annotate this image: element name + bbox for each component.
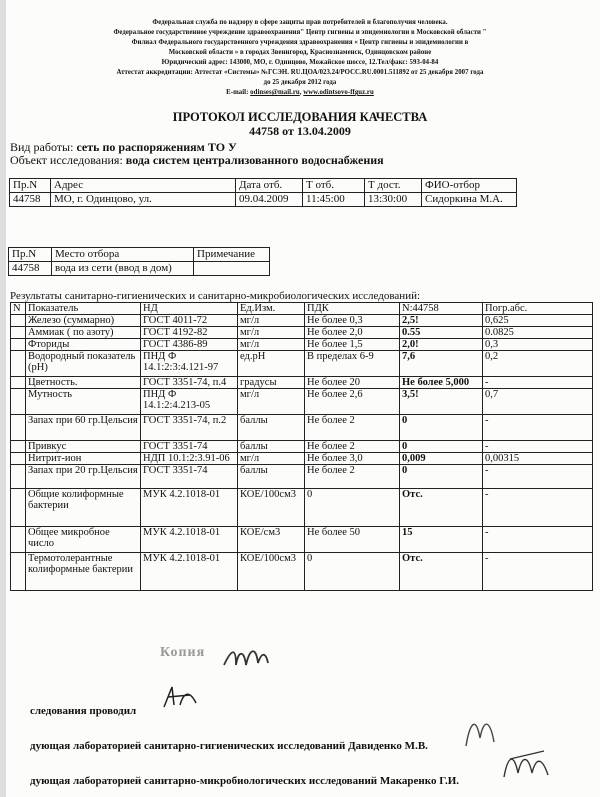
header-line-2: Федеральное государственное учреждение здравоохранения" Центр гигиены и эпидемиологии в Московской области " xyxy=(113,29,487,36)
header-line-7: до 25 декабря 2012 года xyxy=(263,79,337,86)
cell-indicator: Мутность xyxy=(26,389,141,415)
cell-unit: баллы xyxy=(238,415,305,441)
cell-nd: ГОСТ 3351-74 xyxy=(141,441,238,453)
cell-indicator: Железо (суммарно) xyxy=(26,315,141,327)
table-row-ammonia xyxy=(11,327,593,339)
cell-n xyxy=(11,351,26,377)
cell-nd: МУК 4.2.1018-01 xyxy=(141,527,238,553)
col-prn: Пр.N xyxy=(10,179,51,193)
cell-n xyxy=(11,453,26,465)
col-unit: Ед.Изм. xyxy=(238,303,305,315)
cell-result: 0 xyxy=(400,465,483,489)
cell-result: Не более 5,000 xyxy=(400,377,483,389)
header-contacts: E-mail: odinses@mail.ru, www.odintsovo-ffguz.ru xyxy=(226,89,374,96)
email-label: E-mail: xyxy=(226,89,249,96)
cell-result: 2,5! xyxy=(400,315,483,327)
results-body xyxy=(11,315,593,591)
cell-unit: ед.pH xyxy=(238,351,305,377)
table-row-fluorides xyxy=(11,339,593,351)
cell-nd: НДП 10.1:2:3.91-06 xyxy=(141,453,238,465)
sample-table xyxy=(9,178,517,207)
col-indicator: Показатель xyxy=(26,303,141,315)
researcher-signature xyxy=(160,683,200,711)
col-time-delivery: Т дост. xyxy=(365,179,422,193)
email-link[interactable]: odinses@mail.ru xyxy=(250,89,300,96)
work-type-label: Вид работы: xyxy=(10,140,74,154)
cell-unit: КОЕ/100см3 xyxy=(238,489,305,527)
signature-line-researcher: следования проводил xyxy=(30,705,137,717)
col-time-sample: Т отб. xyxy=(303,179,365,193)
cell-result: 0,009 xyxy=(400,453,483,465)
table-row-odor-20 xyxy=(11,465,593,489)
protocol-number: 44758 от 13.04.2009 xyxy=(249,124,351,138)
cell-indicator: Запах при 60 гр.Цельсия xyxy=(26,415,141,441)
cell-n xyxy=(11,553,26,591)
cell-indicator: Общее микробное число xyxy=(26,527,141,553)
cell-note xyxy=(194,262,270,276)
table-row-turbidity xyxy=(11,389,593,415)
col-mac: ПДК xyxy=(305,303,400,315)
object-line xyxy=(10,153,384,168)
table-row-coliform xyxy=(11,489,593,527)
cell-nd: ГОСТ 4192-82 xyxy=(141,327,238,339)
cell-nd: ГОСТ 4386-89 xyxy=(141,339,238,351)
cell-address: МО, г. Одинцово, ул. xyxy=(51,193,236,207)
col-address: Адрес xyxy=(51,179,236,193)
cell-n xyxy=(11,315,26,327)
col-note: Примечание xyxy=(194,248,270,262)
cell-result: Отс. xyxy=(400,553,483,591)
organization-header xyxy=(30,18,570,98)
cell-result: 0 xyxy=(400,441,483,453)
cell-mac: Не более 1,5 xyxy=(305,339,400,351)
header-line-1: Федеральная служба по надзору в сфере защиты прав потребителей и благополучия человека. xyxy=(152,19,448,26)
table-row-microbial-count xyxy=(11,527,593,553)
cell-result: 3,5! xyxy=(400,389,483,415)
cell-place: вода из сети (ввод в дом) xyxy=(52,262,194,276)
cell-indicator: Нитрит-ион xyxy=(26,453,141,465)
site-link[interactable]: www.odintsovo-ffguz.ru xyxy=(303,89,374,96)
cell-error: 0,7 xyxy=(483,389,593,415)
cell-unit: мг/л xyxy=(238,453,305,465)
table-row-ph xyxy=(11,351,593,377)
col-place: Место отбора xyxy=(52,248,194,262)
table-row-iron xyxy=(11,315,593,327)
col-nd: НД xyxy=(141,303,238,315)
cell-prn: 44758 xyxy=(10,193,51,207)
cell-nd: МУК 4.2.1018-01 xyxy=(141,553,238,591)
cell-nd: ПНД Ф 14.1:2:4.213-05 xyxy=(141,389,238,415)
cell-mac: Не более 2 xyxy=(305,465,400,489)
cell-n xyxy=(11,389,26,415)
cell-mac: Не более 20 xyxy=(305,377,400,389)
cell-error: 0,00315 xyxy=(483,453,593,465)
place-table-header xyxy=(9,248,270,262)
cell-mac: Не более 0,3 xyxy=(305,315,400,327)
cell-unit: мг/л xyxy=(238,315,305,327)
place-table xyxy=(8,247,270,276)
cell-indicator: Цветность. xyxy=(26,377,141,389)
cell-nd: ПНД Ф 14.1:2:3:4.121-97 xyxy=(141,351,238,377)
cell-result: 7,6 xyxy=(400,351,483,377)
cell-error: - xyxy=(483,553,593,591)
cell-error: 0.0825 xyxy=(483,327,593,339)
table-row xyxy=(9,262,270,276)
signature-line-hygiene-lab: дующая лабораторией санитарно-гигиенических исследований Давиденко М.В. xyxy=(30,740,428,752)
cell-mac: 0 xyxy=(305,489,400,527)
col-result: N:44758 xyxy=(400,303,483,315)
cell-indicator: Общие колиформные бактерии xyxy=(26,489,141,527)
cell-error: - xyxy=(483,441,593,453)
cell-unit: КОЕ/100см3 xyxy=(238,553,305,591)
cell-unit: мг/л xyxy=(238,327,305,339)
cell-error: - xyxy=(483,489,593,527)
table-row xyxy=(10,193,517,207)
cell-unit: баллы xyxy=(238,441,305,453)
table-row-color xyxy=(11,377,593,389)
cell-nd: ГОСТ 3351-74 xyxy=(141,465,238,489)
cell-n xyxy=(11,415,26,441)
cell-indicator: Термотолерантные колиформные бактерии xyxy=(26,553,141,591)
cell-mac: 0 xyxy=(305,553,400,591)
object-value: вода систем централизованного водоснабжения xyxy=(125,153,384,167)
cell-error: 0,625 xyxy=(483,315,593,327)
cell-result: 0 xyxy=(400,415,483,441)
cell-n xyxy=(11,327,26,339)
cell-error: - xyxy=(483,465,593,489)
results-table xyxy=(10,302,593,591)
object-label: Объект исследования: xyxy=(10,153,123,167)
cell-error: - xyxy=(483,527,593,553)
col-prn: Пр.N xyxy=(9,248,52,262)
cell-nd: ГОСТ 3351-74, п.4 xyxy=(141,377,238,389)
cell-unit: КОЕ/см3 xyxy=(238,527,305,553)
col-date: Дата отб. xyxy=(236,179,303,193)
cell-result: Отс. xyxy=(400,489,483,527)
cell-unit: мг/л xyxy=(238,339,305,351)
cell-n xyxy=(11,441,26,453)
results-table-header xyxy=(11,303,593,315)
cell-error: - xyxy=(483,377,593,389)
cell-result: 15 xyxy=(400,527,483,553)
cell-unit: баллы xyxy=(238,465,305,489)
cell-n xyxy=(11,489,26,527)
cell-mac: Не более 2,0 xyxy=(305,327,400,339)
header-line-4: Московской области » в городах Звенигород, Краснознаменск, Одинцовском районе xyxy=(168,49,432,56)
cell-error: - xyxy=(483,415,593,441)
cell-nd: ГОСТ 3351-74, п.2 xyxy=(141,415,238,441)
microbio-lab-signature xyxy=(500,745,552,785)
cell-nd: ГОСТ 4011-72 xyxy=(141,315,238,327)
cell-mac: Не более 2 xyxy=(305,415,400,441)
cell-error: 0,3 xyxy=(483,339,593,351)
hygiene-lab-signature xyxy=(460,712,500,752)
cell-indicator: Привкус xyxy=(26,441,141,453)
table-row-odor-60 xyxy=(11,415,593,441)
cell-time-sample: 11:45:00 xyxy=(303,193,365,207)
cell-unit: мг/л xyxy=(238,389,305,415)
cell-result: 2,0! xyxy=(400,339,483,351)
cell-time-delivery: 13:30:00 xyxy=(365,193,422,207)
col-error: Погр.абс. xyxy=(483,303,593,315)
header-line-5: Юридический адрес: 143000, МО, г. Одинцово, Можайское шоссе, 12.Тел/факс: 593-04-84 xyxy=(161,59,439,66)
cell-indicator: Фториды xyxy=(26,339,141,351)
cell-error: 0,2 xyxy=(483,351,593,377)
table-row-nitrite xyxy=(11,453,593,465)
col-sampler: ФИО-отбор xyxy=(422,179,517,193)
cell-n xyxy=(11,377,26,389)
signature-line-microbio-lab: дующая лабораторией санитарно-микробиологических исследований Макаренко Г.И. xyxy=(30,775,460,787)
cell-n xyxy=(11,465,26,489)
protocol-title: ПРОТОКОЛ ИССЛЕДОВАНИЯ КАЧЕСТВА xyxy=(172,110,428,124)
col-n: N xyxy=(11,303,26,315)
cell-date: 09.04.2009 xyxy=(236,193,303,207)
cell-mac: Не более 2,6 xyxy=(305,389,400,415)
cell-nd: МУК 4.2.1018-01 xyxy=(141,489,238,527)
cell-indicator: Аммиак ( по азоту) xyxy=(26,327,141,339)
table-row-thermotolerant xyxy=(11,553,593,591)
cell-mac: Не более 3,0 xyxy=(305,453,400,465)
stamp-signature xyxy=(222,643,272,671)
cell-mac: Не более 2 xyxy=(305,441,400,453)
work-type-value: сеть по распоряжениям ТО У xyxy=(76,140,237,154)
sample-table-header xyxy=(10,179,517,193)
results-caption: Результаты санитарно-гигиенических и санитарно-микробиологических исследований: xyxy=(10,290,421,302)
cell-prn: 44758 xyxy=(9,262,52,276)
cell-n xyxy=(11,527,26,553)
cell-sampler: Сидоркина М.А. xyxy=(422,193,517,207)
cell-indicator: Запах при 20 гр.Цельсия xyxy=(26,465,141,489)
copy-stamp: Копия xyxy=(160,645,206,660)
table-row-taste xyxy=(11,441,593,453)
cell-mac: Не более 50 xyxy=(305,527,400,553)
cell-unit: градусы xyxy=(238,377,305,389)
header-line-6: Аттестат аккредитации: Аттестат «Системы» №ГСЭН. RU.ЦОА/023.24/РОСС.RU.0001.511892 от 25 декабря 2007 года xyxy=(116,69,484,76)
cell-result: 0.55 xyxy=(400,327,483,339)
cell-indicator: Водородный показатель (pH) xyxy=(26,351,141,377)
cell-n xyxy=(11,339,26,351)
header-line-3: Филиал Федерального государственного учреждения здравоохранения « Центр гигиены и эпидемиологии в xyxy=(131,39,469,46)
cell-mac: В пределах 6-9 xyxy=(305,351,400,377)
